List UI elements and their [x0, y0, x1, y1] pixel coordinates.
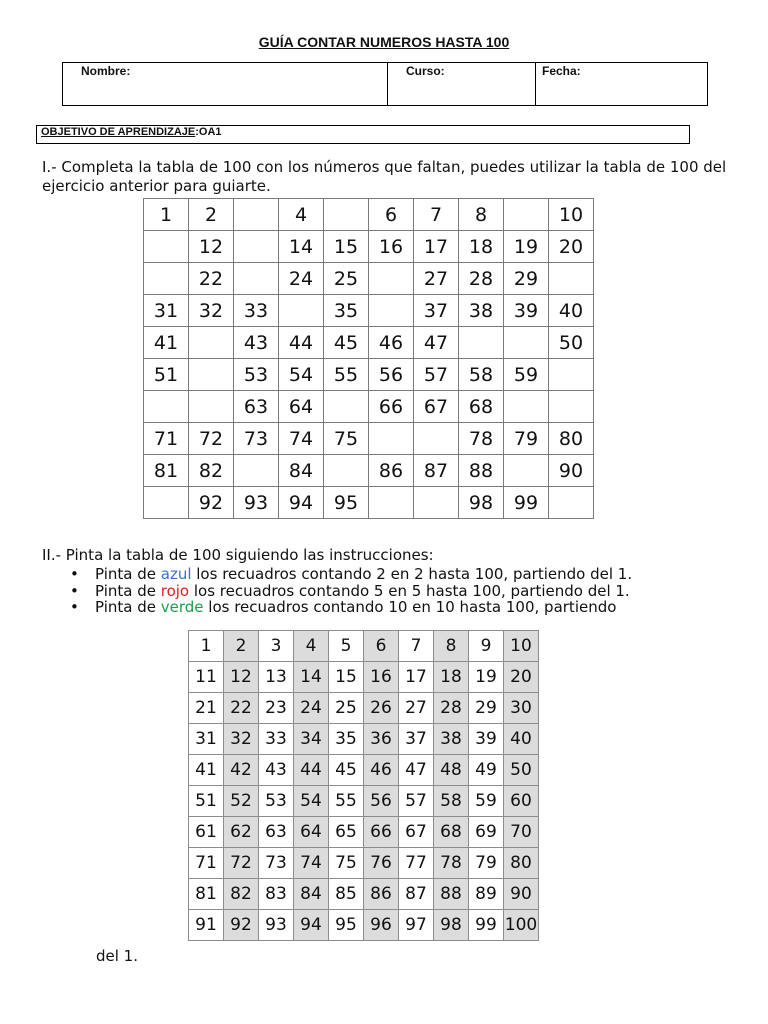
number-cell[interactable]: 33	[259, 724, 294, 755]
number-cell: 55	[324, 359, 369, 391]
number-cell[interactable]: 32	[224, 724, 259, 755]
blank-cell[interactable]	[234, 231, 279, 263]
number-cell[interactable]: 61	[189, 817, 224, 848]
number-cell: 88	[459, 455, 504, 487]
number-cell[interactable]: 74	[294, 848, 329, 879]
grid-row	[144, 295, 594, 327]
number-cell: 47	[414, 327, 459, 359]
number-cell: 37	[414, 295, 459, 327]
number-cell: 39	[504, 295, 549, 327]
blank-cell[interactable]	[369, 263, 414, 295]
number-cell[interactable]: 88	[434, 879, 469, 910]
number-cell[interactable]: 79	[469, 848, 504, 879]
number-cell: 71	[144, 423, 189, 455]
student-info-table	[62, 62, 708, 106]
number-cell[interactable]: 77	[399, 848, 434, 879]
blank-cell[interactable]	[189, 359, 234, 391]
number-cell: 50	[549, 327, 594, 359]
number-cell: 17	[414, 231, 459, 263]
grid-row	[144, 263, 594, 295]
grid-row	[144, 487, 594, 519]
number-cell: 27	[414, 263, 459, 295]
number-cell[interactable]: 46	[364, 755, 399, 786]
grid-row	[189, 910, 539, 941]
objective-separator: :	[195, 126, 199, 138]
number-cell[interactable]: 96	[364, 910, 399, 941]
grid-row	[144, 391, 594, 423]
grid-row	[144, 455, 594, 487]
bullet-icon: •	[70, 565, 79, 583]
number-cell: 4	[279, 199, 324, 231]
name-field[interactable]	[63, 63, 388, 105]
grid-row	[189, 693, 539, 724]
number-cell: 15	[324, 231, 369, 263]
number-cell: 38	[459, 295, 504, 327]
number-cell[interactable]: 44	[294, 755, 329, 786]
number-cell[interactable]: 54	[294, 786, 329, 817]
number-cell[interactable]: 11	[189, 662, 224, 693]
number-cell[interactable]: 30	[504, 693, 539, 724]
grid-row	[189, 786, 539, 817]
section2-instruction: II.- Pinta la tabla de 100 siguiendo las instrucciones:	[42, 546, 434, 564]
number-cell[interactable]: 58	[434, 786, 469, 817]
number-cell: 19	[504, 231, 549, 263]
number-cell: 82	[189, 455, 234, 487]
grid-row	[189, 724, 539, 755]
number-cell[interactable]: 70	[504, 817, 539, 848]
number-cell[interactable]: 15	[329, 662, 364, 693]
blank-cell[interactable]	[234, 199, 279, 231]
number-cell[interactable]: 72	[224, 848, 259, 879]
number-cell[interactable]: 23	[259, 693, 294, 724]
worksheet-title: GUÍA CONTAR NUMEROS HASTA 100	[258, 34, 510, 50]
number-cell: 14	[279, 231, 324, 263]
number-cell: 35	[324, 295, 369, 327]
grid-row	[189, 848, 539, 879]
number-cell[interactable]: 45	[329, 755, 364, 786]
instruction-blue	[66, 566, 632, 583]
number-cell: 28	[459, 263, 504, 295]
number-cell[interactable]: 66	[364, 817, 399, 848]
number-cell[interactable]: 49	[469, 755, 504, 786]
number-cell[interactable]: 52	[224, 786, 259, 817]
number-cell: 57	[414, 359, 459, 391]
number-cell[interactable]: 2	[224, 631, 259, 662]
grid-row	[144, 359, 594, 391]
grid-row	[144, 199, 594, 231]
number-cell: 63	[234, 391, 279, 423]
bullet-icon: •	[70, 598, 79, 616]
number-cell: 98	[459, 487, 504, 519]
number-cell[interactable]: 19	[469, 662, 504, 693]
number-cell: 58	[459, 359, 504, 391]
number-cell[interactable]: 100	[504, 910, 539, 941]
number-cell[interactable]: 69	[469, 817, 504, 848]
number-cell[interactable]: 39	[469, 724, 504, 755]
number-cell[interactable]: 25	[329, 693, 364, 724]
number-cell[interactable]: 47	[399, 755, 434, 786]
number-cell[interactable]: 34	[294, 724, 329, 755]
course-label: Curso:	[406, 64, 445, 78]
number-cell[interactable]: 82	[224, 879, 259, 910]
number-cell[interactable]: 68	[434, 817, 469, 848]
number-cell[interactable]: 87	[399, 879, 434, 910]
number-cell[interactable]: 71	[189, 848, 224, 879]
number-cell: 53	[234, 359, 279, 391]
number-cell: 84	[279, 455, 324, 487]
number-cell[interactable]: 73	[259, 848, 294, 879]
number-cell: 81	[144, 455, 189, 487]
number-cell[interactable]: 24	[294, 693, 329, 724]
number-cell[interactable]: 41	[189, 755, 224, 786]
number-cell[interactable]: 12	[224, 662, 259, 693]
number-cell[interactable]: 29	[469, 693, 504, 724]
color-word-green: verde	[160, 598, 204, 616]
number-cell[interactable]: 5	[329, 631, 364, 662]
number-cell: 94	[279, 487, 324, 519]
color-word-blue: azul	[160, 565, 192, 583]
instruction-green	[66, 599, 632, 616]
number-cell: 43	[234, 327, 279, 359]
blank-cell[interactable]	[369, 423, 414, 455]
blank-cell[interactable]	[504, 327, 549, 359]
instruction-red	[66, 583, 632, 600]
number-cell[interactable]: 83	[259, 879, 294, 910]
blank-cell[interactable]	[504, 199, 549, 231]
number-cell: 20	[549, 231, 594, 263]
number-cell[interactable]: 67	[399, 817, 434, 848]
grid-row	[189, 662, 539, 693]
number-cell[interactable]: 28	[434, 693, 469, 724]
number-cell[interactable]: 31	[189, 724, 224, 755]
number-cell: 87	[414, 455, 459, 487]
number-cell: 10	[549, 199, 594, 231]
blank-cell[interactable]	[144, 391, 189, 423]
number-cell[interactable]: 27	[399, 693, 434, 724]
section1-instruction: I.- Completa la tabla de 100 con los números que faltan, puedes utilizar la tabla de 100 del ejercicio anterior para guiarte.	[42, 158, 727, 195]
blank-cell[interactable]	[414, 487, 459, 519]
number-cell[interactable]: 94	[294, 910, 329, 941]
number-cell: 68	[459, 391, 504, 423]
instruction-post: los recuadros contando 10 en 10 hasta 100, partiendo	[203, 598, 617, 616]
number-cell[interactable]: 55	[329, 786, 364, 817]
number-cell: 1	[144, 199, 189, 231]
learning-objective	[36, 125, 690, 144]
grid-row	[144, 423, 594, 455]
number-cell[interactable]: 86	[364, 879, 399, 910]
number-cell: 2	[189, 199, 234, 231]
grid-row	[189, 817, 539, 848]
number-cell: 8	[459, 199, 504, 231]
instruction-post: los recuadros contando 2 en 2 hasta 100, partiendo del 1.	[191, 565, 633, 583]
number-cell: 6	[369, 199, 414, 231]
number-cell[interactable]: 59	[469, 786, 504, 817]
grid-row	[144, 327, 594, 359]
instruction-continuation: del 1.	[96, 947, 138, 965]
number-cell[interactable]: 8	[434, 631, 469, 662]
number-cell[interactable]: 10	[504, 631, 539, 662]
number-cell[interactable]: 93	[259, 910, 294, 941]
number-cell: 33	[234, 295, 279, 327]
number-cell[interactable]: 98	[434, 910, 469, 941]
number-cell[interactable]: 76	[364, 848, 399, 879]
blank-cell[interactable]	[279, 295, 324, 327]
number-cell[interactable]: 78	[434, 848, 469, 879]
grid-row	[189, 755, 539, 786]
number-cell: 51	[144, 359, 189, 391]
number-cell[interactable]: 97	[399, 910, 434, 941]
number-cell: 73	[234, 423, 279, 455]
number-cell[interactable]: 53	[259, 786, 294, 817]
grid-row	[189, 879, 539, 910]
number-cell: 90	[549, 455, 594, 487]
bullet-icon: •	[70, 581, 79, 600]
number-cell: 16	[369, 231, 414, 263]
blank-cell[interactable]	[369, 295, 414, 327]
blank-cell[interactable]	[504, 455, 549, 487]
course-field[interactable]	[388, 63, 536, 105]
number-cell[interactable]: 90	[504, 879, 539, 910]
number-cell[interactable]: 51	[189, 786, 224, 817]
number-cell: 72	[189, 423, 234, 455]
grid-row	[189, 631, 539, 662]
number-cell: 56	[369, 359, 414, 391]
instruction-pre: Pinta de	[95, 581, 161, 600]
number-cell[interactable]: 92	[224, 910, 259, 941]
blank-cell[interactable]	[324, 455, 369, 487]
name-label: Nombre:	[81, 64, 131, 78]
blank-cell[interactable]	[459, 327, 504, 359]
blank-cell[interactable]	[189, 327, 234, 359]
blank-cell[interactable]	[549, 391, 594, 423]
number-cell[interactable]: 36	[364, 724, 399, 755]
number-cell: 92	[189, 487, 234, 519]
number-cell: 80	[549, 423, 594, 455]
instruction-post: los recuadros contando 5 en 5 hasta 100, partiendo del 1.	[189, 581, 630, 600]
number-cell: 46	[369, 327, 414, 359]
number-cell: 99	[504, 487, 549, 519]
number-cell: 93	[234, 487, 279, 519]
blank-cell[interactable]	[234, 455, 279, 487]
number-cell[interactable]: 18	[434, 662, 469, 693]
blank-cell[interactable]	[144, 231, 189, 263]
blank-cell[interactable]	[549, 359, 594, 391]
number-cell: 54	[279, 359, 324, 391]
number-cell: 31	[144, 295, 189, 327]
number-cell[interactable]: 43	[259, 755, 294, 786]
number-cell[interactable]: 62	[224, 817, 259, 848]
number-cell: 22	[189, 263, 234, 295]
number-cell[interactable]: 20	[504, 662, 539, 693]
date-field[interactable]	[536, 63, 707, 105]
number-cell: 7	[414, 199, 459, 231]
number-cell[interactable]: 9	[469, 631, 504, 662]
number-cell[interactable]: 85	[329, 879, 364, 910]
number-cell: 12	[189, 231, 234, 263]
number-cell: 74	[279, 423, 324, 455]
number-cell[interactable]: 22	[224, 693, 259, 724]
number-cell[interactable]: 91	[189, 910, 224, 941]
number-cell[interactable]: 80	[504, 848, 539, 879]
number-cell: 29	[504, 263, 549, 295]
number-cell[interactable]: 99	[469, 910, 504, 941]
number-cell: 79	[504, 423, 549, 455]
grid-row	[144, 231, 594, 263]
number-cell: 95	[324, 487, 369, 519]
number-cell[interactable]: 21	[189, 693, 224, 724]
number-cell[interactable]: 75	[329, 848, 364, 879]
blank-cell[interactable]	[549, 263, 594, 295]
number-cell[interactable]: 56	[364, 786, 399, 817]
number-cell[interactable]: 40	[504, 724, 539, 755]
number-cell: 41	[144, 327, 189, 359]
number-cell: 64	[279, 391, 324, 423]
number-cell[interactable]: 48	[434, 755, 469, 786]
number-cell[interactable]: 37	[399, 724, 434, 755]
number-cell: 86	[369, 455, 414, 487]
number-cell: 67	[414, 391, 459, 423]
date-label: Fecha:	[542, 64, 581, 78]
number-cell[interactable]: 35	[329, 724, 364, 755]
fill-in-hundred-chart	[143, 198, 594, 519]
number-cell: 24	[279, 263, 324, 295]
color-word-red: rojo	[160, 581, 190, 600]
number-cell[interactable]: 57	[399, 786, 434, 817]
blank-cell[interactable]	[549, 487, 594, 519]
number-cell[interactable]: 3	[259, 631, 294, 662]
instruction-pre: Pinta de	[95, 565, 161, 583]
number-cell: 45	[324, 327, 369, 359]
number-cell[interactable]: 63	[259, 817, 294, 848]
number-cell[interactable]: 42	[224, 755, 259, 786]
number-cell[interactable]: 64	[294, 817, 329, 848]
blank-cell[interactable]	[504, 391, 549, 423]
number-cell: 40	[549, 295, 594, 327]
number-cell[interactable]: 16	[364, 662, 399, 693]
number-cell[interactable]: 89	[469, 879, 504, 910]
blank-cell[interactable]	[414, 423, 459, 455]
number-cell: 18	[459, 231, 504, 263]
objective-label: OBJETIVO DE APRENDIZAJE	[41, 126, 196, 138]
number-cell[interactable]: 38	[434, 724, 469, 755]
blank-cell[interactable]	[144, 487, 189, 519]
blank-cell[interactable]	[189, 391, 234, 423]
blank-cell[interactable]	[144, 263, 189, 295]
number-cell[interactable]: 60	[504, 786, 539, 817]
number-cell[interactable]: 4	[294, 631, 329, 662]
number-cell[interactable]: 65	[329, 817, 364, 848]
number-cell[interactable]: 7	[399, 631, 434, 662]
paint-instructions-list	[66, 566, 632, 616]
number-cell[interactable]: 1	[189, 631, 224, 662]
blank-cell[interactable]	[234, 263, 279, 295]
objective-code: OA1	[198, 126, 222, 138]
number-cell[interactable]: 14	[294, 662, 329, 693]
number-cell[interactable]: 17	[399, 662, 434, 693]
number-cell: 59	[504, 359, 549, 391]
number-cell: 25	[324, 263, 369, 295]
blank-cell[interactable]	[369, 487, 414, 519]
number-cell: 32	[189, 295, 234, 327]
blank-cell[interactable]	[324, 199, 369, 231]
number-cell[interactable]: 26	[364, 693, 399, 724]
number-cell[interactable]: 13	[259, 662, 294, 693]
blank-cell[interactable]	[324, 391, 369, 423]
number-cell: 78	[459, 423, 504, 455]
number-cell[interactable]: 84	[294, 879, 329, 910]
number-cell[interactable]: 95	[329, 910, 364, 941]
number-cell[interactable]: 50	[504, 755, 539, 786]
number-cell: 44	[279, 327, 324, 359]
paint-hundred-chart	[188, 630, 539, 941]
instruction-pre: Pinta de	[95, 598, 161, 616]
number-cell[interactable]: 6	[364, 631, 399, 662]
number-cell[interactable]: 81	[189, 879, 224, 910]
number-cell: 66	[369, 391, 414, 423]
number-cell: 75	[324, 423, 369, 455]
